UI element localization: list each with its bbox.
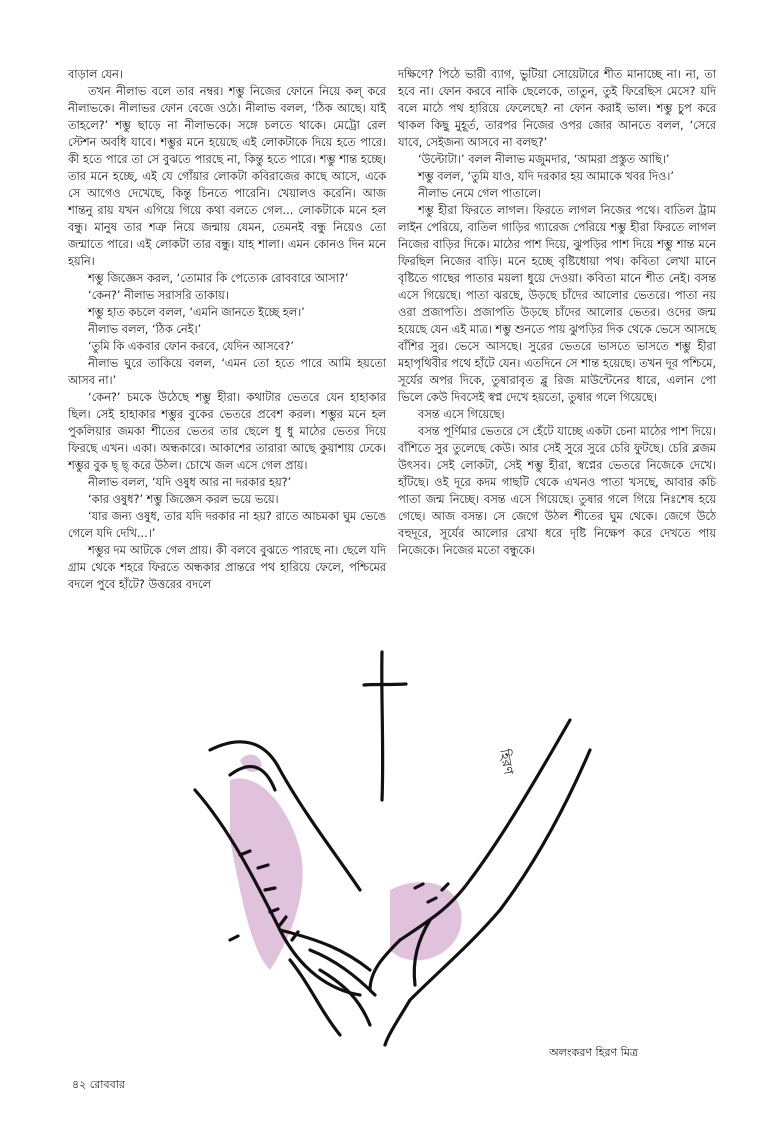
- paragraph: নীলাভ বলল, ‘যদি ওষুধ আর না দরকার হয়?’: [88, 476, 292, 489]
- paragraph: শম্ভু জিজ্ঞেস করল, ‘তোমার কি পেত্যেক রোববারে আসা?’: [88, 272, 349, 285]
- artist-signature: হিরণ: [496, 748, 516, 776]
- paragraph: ‘তুমি কি একবার ফোন করবে, যেদিন আসবে?’: [88, 340, 294, 353]
- page-footer: ৪২ রোববার: [72, 1078, 125, 1091]
- paragraph: নীলাভ ঘুরে তাকিয়ে বলল, ‘এমন তো হতে পারে আমি হয়তো আসব না।’: [68, 357, 386, 387]
- paragraph: ‘কার ওষুধ?’ শম্ভু জিজ্ঞেস করল ভয়ে ভয়ে।: [88, 493, 279, 506]
- paragraph: শম্ভু বলল, ‘তুমি যাও, যদি দরকার হয় আমাকে খবর দিও।’: [418, 170, 674, 183]
- paragraph: তখন নীলাভ বলে তার নম্বর। শম্ভু নিজের ফোনে নিয়ে কল্ করে নীলাভকে। নীলাভর ফোন বেজে ওঠে। নীলাভ বলল, ‘ঠিক আছে। যাই তাহলে?’ শম্ভু ছাড়ে না নীলাভকে। সঙ্গে চলতে থাকে। মেট্রো রেল স্টেশন অবধি যাবে। শম্ভুর মনে হয়েছে এই লোকটাকে দিয়ে হতে পারে। কী হতে পারে তা সে বুঝতে পারছে না, কিন্তু হতে পারে। শম্ভু শান্ত হচ্ছে। তার মনে হচ্ছে, এই যে গোঁয়ার লোকটা কবিরাজের কাছে আসে, একে সে আগেও দেখেছে, কিন্তু চিনতে পারেনি। খেয়ালও করেনি। আজ শান্তনু রায় যখন এগিয়ে গিয়ে কথা বলতে গেল... লোকটাকে মনে হল বন্ধু। মানুষ তার শত্রু নিয়ে জন্মায় যেমন, তেমনই বন্ধু নিয়েও তো জন্মাতে পারে। এই লোকটা তার বন্ধু। যাহ শালা। এমন কোনও দিন মনে হয়নি।: [68, 85, 386, 268]
- paragraph: ‘উল্টোটা।’ বলল নীলাভ মজুমদার, ‘আমরা প্রস্তুত আছি।’: [418, 153, 670, 166]
- illustration-credit: অলংকরণ হিরণ মিত্র: [549, 1046, 638, 1059]
- paragraph: বাড়াল যেন।: [68, 68, 123, 81]
- holding-hands-illustration: [170, 640, 640, 1060]
- pink-watercolor-wash: [230, 755, 462, 970]
- cross-icon: [382, 652, 383, 800]
- paragraph: বসন্ত পূর্ণিমার ভেতরে সে হেঁটে যাচ্ছে একটা চেনা মাঠের পাশ দিয়ে। বাঁশিতে সুর তুলেছে কেউ। আর সেই সুরে সুরে চেরি ফুটছে। চেরি ব্লজম উৎসব। সেই লোকটা, সেই শম্ভু হীরা, স্বপ্নের ভেতরে নিজেকে দেখে। হাঁটছে। ওই দূরে কদম গাছটি থেকে এখনও পাতা খসছে, আবার কচি পাতা জন্ম নিচ্ছে। বসন্ত এসে গিয়েছে। তুষার গলে গিয়ে নিঃশেষ হয়ে গেছে। আজ বসন্ত। সে জেগে উঠল শীতের ঘুম থেকে। জেগে উঠে বহুদূরে, সূর্যের আলোর রেখা ধরে দৃষ্টি নিক্ষেপ করে দেখতে পায় নিজেকে। নিজের মতো বন্ধুকে।: [398, 425, 716, 557]
- paragraph: নীলাভ নেমে গেল পাতালে।: [418, 187, 542, 200]
- paragraph: নীলাভ বলল, ‘ঠিক নেই।’: [88, 323, 202, 336]
- paragraph: বসন্ত এসে গিয়েছে।: [418, 408, 505, 421]
- article-column-left: [68, 66, 386, 593]
- paragraph: ‘কেন?’ নীলাভ সরাসরি তাকায়।: [88, 289, 229, 302]
- paragraph: দক্ষিণে? পিঠে ভারী ব্যাগ, ভুটিয়া সোয়েটারে শীত মানাচ্ছে না। না, তা হবে না। ফোন করবে নাকি ছেলেকে, তাতুন, তুই ফিরেছিস মেসে? যদি বলে মাঠে পথ হারিয়ে ফেলেছে? না ফোন করাই ভাল। শম্ভু চুপ করে থাকল কিছু মুহূর্ত, তারপর নিজের ওপর জোর আনতে বলল, ‘সেরে যাবে, সেইজন্য আসবে না বলছ?’: [398, 68, 716, 149]
- paragraph: শম্ভু হীরা ফিরতে লাগল। ফিরতে লাগল নিজের পথে। বাতিল ট্রাম লাইন পেরিয়ে, বাতিল গাড়ির গ্যারেজ পেরিয়ে শম্ভু হীরা ফিরতে লাগল নিজের বাড়ির দিকে। মাঠের পাশ দিয়ে, ঝুপড়ির পাশ দিয়ে শম্ভু শান্ত মনে ফিরছিল নিজের বাড়ি। মনে হচ্ছে বৃষ্টিধোয়া পথ। কবিতা লেখা মানে বৃষ্টিতে গাছের পাতার ময়লা ধুয়ে দেওয়া। কবিতা মানে শীত নেই। বসন্ত এসে গিয়েছে। পাতা ঝরছে, উড়ছে চাঁদের আলোর ভেতরে। পাতা নয় ওরা প্রজাপতি। প্রজাপতি উড়ছে চাঁদের আলোর ভেতর। ওদের জন্ম হয়েছে যেন এই মাত্র। শম্ভু শুনতে পায় ঝুপড়ির দিক থেকে ভেসে আসছে বাঁশির সুর। ভেসে আসছে। সুরের ভেতরে ভাসতে ভাসতে শম্ভু হীরা মহাপৃথিবীর পথে হাঁটে যেন। এতদিনে সে শান্ত হয়েছে। তখন দূর পশ্চিমে, সূর্যের অপর দিকে, তুষারাবৃত ব্লু রিজ মাউন্টেনের ধারে, এলান পো ভিলে কেউ দিবসেই স্বপ্ন দেখে হয়তো, তুষার গলে গিয়েছে।: [398, 204, 716, 404]
- paragraph: শম্ভুর দম আটকে গেল প্রায়। কী বলবে বুঝতে পারছে না। ছেলে যদি গ্রাম থেকে শহরে ফিরতে অন্ধকার প্রান্তরে পথ হারিয়ে ফেলে, পশ্চিমের বদলে পুবে হাঁটে? উত্তরের বদলে: [68, 544, 386, 591]
- paragraph: ‘যার জন্য ওষুধ, তার যদি দরকার না হয়? রাতে আচমকা ঘুম ভেঙে গেলে যদি দেখি...।’: [68, 510, 386, 540]
- article-column-right: [398, 66, 716, 559]
- paragraph: শম্ভু হাত কচলে বলল, ‘এমনি জানতে ইচ্ছে হল।’: [88, 306, 305, 319]
- paragraph: ‘কেন?’ চমকে উঠেছে শম্ভু হীরা। কথাটার ভেতরে যেন হাহাকার ছিল। সেই হাহাকার শম্ভুর বুকের ভেতরে প্রবেশ করল। শম্ভুর মনে হল পুকলিয়ার জমকা শীতের ভেতর তার ছেলে ধু ধু মাঠের ভেতর দিয়ে ফিরছে এখন। একা। অন্ধকারে। আকাশের তারারা আছে কুয়াশায় ঢেকে। শম্ভুর বুক ছ্‌ ছ্‌ করে উঠল। চোখে জল এসে গেল প্রায়।: [68, 391, 386, 472]
